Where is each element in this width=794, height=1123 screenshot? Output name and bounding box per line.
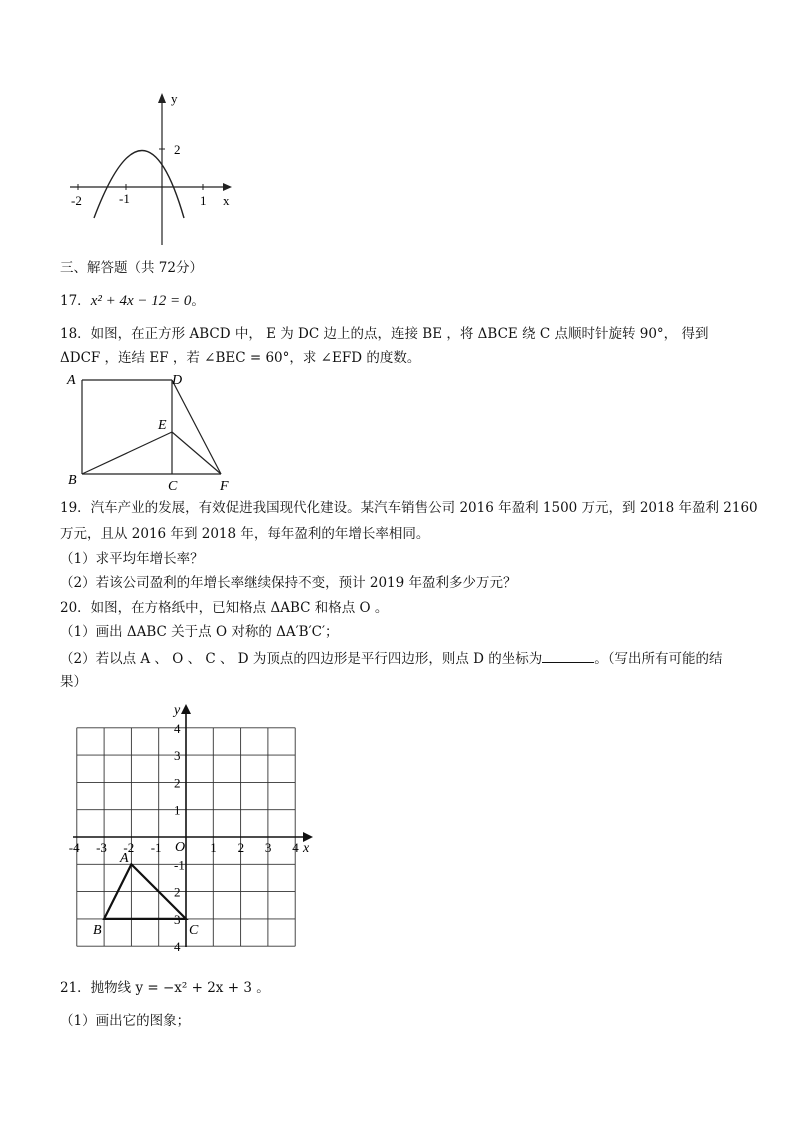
- x-tick-label: -1: [150, 840, 162, 855]
- question-20-part1: （1）画出 ΔABC 关于点 O 对称的 ΔA′B′C′；: [60, 624, 339, 640]
- y-tick-label: 1: [174, 802, 181, 818]
- tick-label: -2: [71, 193, 82, 208]
- question-20-part2-cont: 果）: [60, 674, 87, 690]
- question-17: 17．x² + 4x − 12 = 0。: [60, 293, 205, 309]
- label-F: F: [220, 479, 229, 494]
- label-C: C: [189, 923, 199, 938]
- x-tick-label: -4: [68, 840, 80, 855]
- origin-label: O: [175, 840, 186, 855]
- label-D: D: [172, 373, 183, 388]
- y-tick-label: -1: [174, 857, 185, 873]
- tick-label: -1: [119, 191, 130, 206]
- label-A: A: [67, 373, 76, 388]
- x-tick-label: 3: [264, 840, 272, 855]
- label-B: B: [93, 923, 102, 938]
- x-tick-label: -3: [96, 840, 107, 855]
- question-18-line2: ΔDCF ，连结 EF ，若 ∠BEC = 60°，求 ∠EFD 的度数。: [60, 350, 421, 366]
- y-tick-label: 3: [174, 911, 181, 927]
- question-20-line1: 20．如图，在方格纸中，已知格点 ΔABC 和格点 O 。: [60, 600, 389, 616]
- x-tick-label: -2: [123, 840, 135, 855]
- y-axis-arrow: [158, 93, 166, 103]
- segment-df: [172, 380, 221, 474]
- label-A: A: [120, 851, 129, 866]
- question-20-part2: （2）若以点 A 、 O 、 C 、 D 为顶点的四边形是平行四边形，则点 D 的坐标为 。（写出所有可能的结: [60, 648, 723, 669]
- tick-label: 2: [174, 142, 181, 157]
- coordinate-grid: [65, 700, 325, 955]
- x-tick-label: 4: [292, 840, 299, 855]
- label-B: B: [68, 473, 77, 488]
- axis-label-y: y: [174, 703, 181, 718]
- square-figure: [62, 370, 242, 494]
- section-header: 三、解答题（共 72分）: [60, 260, 203, 276]
- y-tick-label: 2: [174, 884, 181, 900]
- y-tick-label: 2: [174, 775, 181, 791]
- answer-blank: [542, 648, 594, 663]
- y-axis-arrow: [181, 704, 191, 714]
- y-tick-label: 4: [174, 939, 181, 955]
- x-tick-label: 2: [237, 840, 245, 855]
- label-C: C: [168, 479, 178, 494]
- parabola-curve: [94, 151, 184, 219]
- axis-label-y: y: [171, 91, 178, 106]
- question-21-line1: 21．抛物线 y = −x² + 2x + 3 。: [60, 980, 270, 996]
- segment-be: [82, 432, 172, 474]
- axis-label-x: x: [223, 193, 230, 208]
- x-tick-label: 1: [210, 840, 217, 855]
- question-21-part1: （1）画出它的图象；: [60, 1013, 191, 1029]
- segment-ef: [172, 432, 221, 474]
- question-19-line1: 19．汽车产业的发展，有效促进我国现代化建设。某汽车销售公司 2016 年盈利 1500 万元，到 2018 年盈利 2160: [60, 500, 758, 516]
- question-19-part2: （2）若该公司盈利的年增长率继续保持不变，预计 2019 年盈利多少万元？: [60, 575, 517, 591]
- question-19-line2: 万元，且从 2016 年到 2018 年，每年盈利的年增长率相同。: [60, 526, 430, 542]
- axis-label-x: x: [303, 841, 310, 856]
- label-E: E: [158, 418, 167, 433]
- tick-label: 1: [200, 193, 207, 208]
- y-tick-label: 4: [174, 720, 181, 736]
- question-19-part1: （1）求平均年增长率？: [60, 551, 204, 567]
- question-18-line1: 18．如图，在正方形 ABCD 中， E 为 DC 边上的点，连接 BE ，将 ΔBCE 绕 C 点顺时针旋转 90°， 得到: [60, 326, 709, 342]
- parabola-graph: [60, 90, 300, 260]
- x-axis-arrow: [223, 183, 232, 191]
- y-tick-label: 3: [174, 748, 181, 764]
